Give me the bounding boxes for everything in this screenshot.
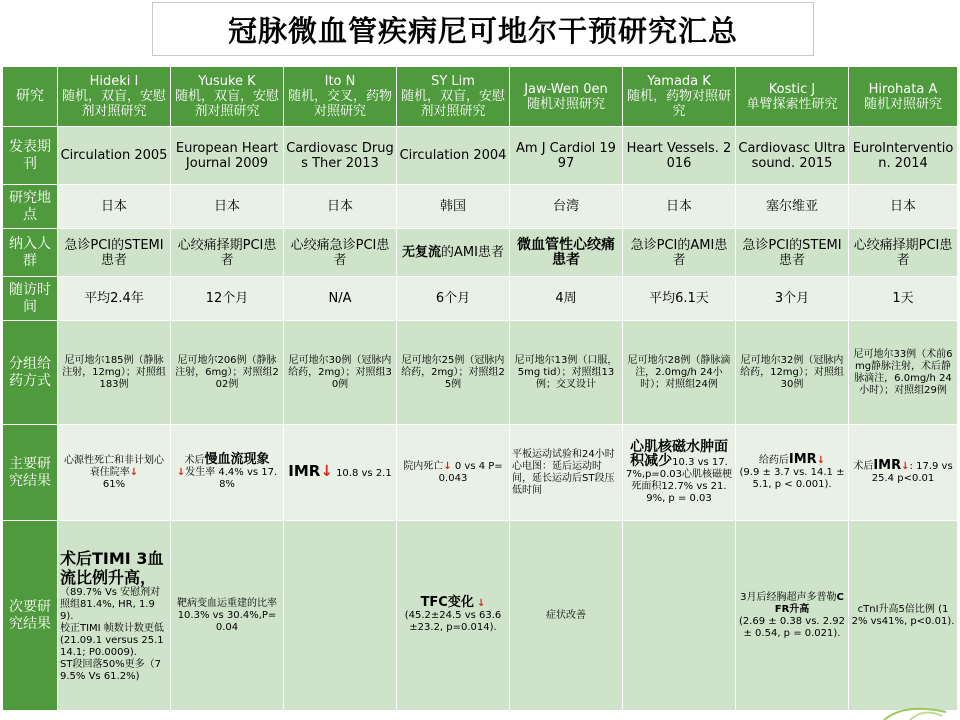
location-cell: 日本 bbox=[284, 185, 397, 229]
population-cell: 急诊PCI的STEMI患者 bbox=[736, 229, 849, 277]
dosing-cell: 尼可地尔30例（冠脉内给药，2mg）；对照组30例 bbox=[284, 321, 397, 425]
secondary-cell bbox=[58, 521, 171, 711]
secondary-cell bbox=[397, 521, 510, 711]
decrease-arrow-icon: ↓ bbox=[443, 460, 452, 472]
header-cell bbox=[284, 67, 397, 127]
location-cell: 韩国 bbox=[397, 185, 510, 229]
secondary-prefix: 3月后经胸超声多普勒 bbox=[740, 591, 837, 603]
row-label-location: 研究地点 bbox=[3, 185, 58, 229]
row-label-journal: 发表期刊 bbox=[3, 127, 58, 185]
primary-cell bbox=[58, 425, 171, 521]
population-cell: 心绞痛急诊PCI患者 bbox=[284, 229, 397, 277]
study-summary-table bbox=[2, 66, 958, 711]
primary-cell bbox=[736, 425, 849, 521]
primary-cell bbox=[849, 425, 958, 521]
population-cell: 心绞痛择期PCI患者 bbox=[849, 229, 958, 277]
row-label-followup: 随访时间 bbox=[3, 277, 58, 321]
journal-cell: Heart Vessels. 2016 bbox=[623, 127, 736, 185]
followup-cell: 6个月 bbox=[397, 277, 510, 321]
location-cell: 日本 bbox=[623, 185, 736, 229]
followup-cell: 12个月 bbox=[171, 277, 284, 321]
study-design: 随机，双盲，安慰剂对照研究 bbox=[61, 89, 166, 119]
secondary-cell bbox=[284, 521, 397, 711]
row-label-dosing: 分组给药方式 bbox=[3, 321, 58, 425]
primary-value: 10.8 vs 2.1 bbox=[332, 468, 392, 479]
primary-cell bbox=[623, 425, 736, 521]
study-author: Hideki I bbox=[89, 74, 139, 89]
header-cell bbox=[849, 67, 958, 127]
header-row bbox=[3, 67, 958, 127]
table-row-primary bbox=[3, 425, 958, 521]
dosing-cell: 尼可地尔185例（静脉注射，12mg）；对照组183例 bbox=[58, 321, 171, 425]
location-cell: 日本 bbox=[58, 185, 171, 229]
dosing-cell: 尼可地尔206例（静脉注射，6mg）；对照组202例 bbox=[171, 321, 284, 425]
decrease-arrow-icon: ↓ bbox=[129, 466, 139, 478]
primary-prefix: 术后 bbox=[184, 455, 205, 466]
primary-value: 61% bbox=[102, 478, 126, 490]
header-cell bbox=[736, 67, 849, 127]
study-design: 随机，双盲，安慰剂对照研究 bbox=[174, 89, 279, 119]
secondary-cell: 靶病变血运重建的比率 10.3% vs 30.4%,P=0.04 bbox=[171, 521, 284, 711]
primary-prefix: 术后 bbox=[853, 461, 874, 472]
table-row-journal bbox=[3, 127, 958, 185]
study-author: Kostic J bbox=[768, 81, 816, 97]
secondary-cell: 症状改善 bbox=[510, 521, 623, 711]
row-label-primary: 主要研究结果 bbox=[3, 425, 58, 521]
location-cell: 塞尔维亚 bbox=[736, 185, 849, 229]
header-cell bbox=[171, 67, 284, 127]
row-label-population: 纳入人群 bbox=[3, 229, 58, 277]
study-author: Yusuke K bbox=[198, 74, 256, 89]
row-label-study: 研究 bbox=[3, 67, 58, 127]
secondary-cell bbox=[623, 521, 736, 711]
study-design: 随机，药物对照研究 bbox=[626, 89, 731, 119]
primary-text: 心源性死亡和非计划心衰住院率 bbox=[64, 454, 164, 478]
primary-value: 10.3 vs 17.7%,p=0.03心肌核磁梗死面积12.7% vs 21.9%, p = 0.03 bbox=[625, 456, 733, 504]
followup-cell: 4周 bbox=[510, 277, 623, 321]
study-author: Ito N bbox=[324, 74, 356, 89]
population-cell: 急诊PCI的AMI患者 bbox=[623, 229, 736, 277]
dosing-cell: 尼可地尔32例（冠脉内给药，12mg）；对照组30例 bbox=[736, 321, 849, 425]
secondary-line: （89.7% Vs 安慰剂对照组81.4%, HR, 1.99). bbox=[60, 586, 161, 622]
decrease-arrow-icon: ↓ bbox=[816, 455, 826, 466]
secondary-cell bbox=[736, 521, 849, 711]
primary-prefix: 给药后 bbox=[758, 455, 789, 466]
dosing-cell: 尼可地尔28例（静脉滴注，2.0mg/h 24小时）；对照组24例 bbox=[623, 321, 736, 425]
primary-value: 发生率 4.4% vs 17.8% bbox=[185, 467, 278, 490]
dosing-cell: 尼可地尔13例（口服，5mg tid）；对照组13例；交叉设计 bbox=[510, 321, 623, 425]
study-design: 随机，双盲，安慰剂对照研究 bbox=[400, 89, 505, 119]
table-row-followup bbox=[3, 277, 958, 321]
dosing-cell: 尼可地尔33例（术前6mg静脉注射，术后静脉滴注，6.0mg/h 24小时）；对照组29例 bbox=[849, 321, 958, 425]
table-row-secondary bbox=[3, 521, 958, 711]
secondary-line: 校正TIMI 帧数计数更低(21.09.1 versus 25.114.1; P0.0009). bbox=[60, 622, 164, 658]
primary-highlight: IMR bbox=[288, 462, 321, 480]
secondary-line: (2.69 ± 0.38 vs. 2.92 ± 0.54, p = 0.021). bbox=[738, 615, 846, 639]
secondary-highlight: TFC变化 bbox=[420, 595, 474, 610]
primary-highlight: IMR bbox=[873, 458, 902, 473]
journal-cell: Circulation 2004 bbox=[397, 127, 510, 185]
decrease-arrow-icon: ↓ bbox=[901, 461, 910, 472]
primary-cell bbox=[171, 425, 284, 521]
study-design: 单臂探索性研究 bbox=[746, 96, 838, 112]
journal-cell: Cardiovasc Drugs Ther 2013 bbox=[284, 127, 397, 185]
decrease-arrow-icon: ↓ bbox=[477, 598, 486, 609]
header-cell bbox=[623, 67, 736, 127]
header-cell bbox=[58, 67, 171, 127]
population-cell: 急诊PCI的STEMI患者 bbox=[58, 229, 171, 277]
primary-value: : 17.9 vs 25.4 p<0.01 bbox=[871, 461, 953, 484]
primary-value: (9.9 ± 3.7 vs. 14.1 ± 5.1, p < 0.001). bbox=[739, 467, 845, 490]
study-author: SY Lim bbox=[431, 74, 475, 89]
secondary-line: ST段回落50%更多（79.5% Vs 61.2%) bbox=[60, 658, 162, 682]
secondary-highlight: 术后TIMI 3血流比例升高， bbox=[60, 548, 164, 587]
location-cell: 日本 bbox=[849, 185, 958, 229]
followup-cell: 1天 bbox=[849, 277, 958, 321]
primary-text: 院内死亡 bbox=[403, 460, 444, 472]
table-row-location bbox=[3, 185, 958, 229]
followup-cell: 平均6.1天 bbox=[623, 277, 736, 321]
journal-cell: EuroIntervention. 2014 bbox=[849, 127, 958, 185]
population-highlight: 无复流 bbox=[402, 245, 442, 260]
study-design: 随机，交叉，药物对照研究 bbox=[287, 89, 392, 119]
followup-cell: 3个月 bbox=[736, 277, 849, 321]
primary-value: 0 vs 4 P=0.043 bbox=[438, 460, 503, 484]
study-author: Yamada K bbox=[647, 74, 711, 89]
table-row-dosing bbox=[3, 321, 958, 425]
population-cell: 微血管性心绞痛患者 bbox=[510, 229, 623, 277]
study-author: Hirohata A bbox=[868, 81, 938, 97]
secondary-highlight: CFR升高 bbox=[774, 591, 844, 615]
location-cell: 台湾 bbox=[510, 185, 623, 229]
journal-cell: Circulation 2005 bbox=[58, 127, 171, 185]
primary-highlight: IMR bbox=[788, 452, 817, 467]
journal-cell: Cardiovasc Ultrasound. 2015 bbox=[736, 127, 849, 185]
followup-cell: 平均2.4年 bbox=[58, 277, 171, 321]
secondary-line: (45.2±24.5 vs 63.6±23.2, p=0.014). bbox=[404, 610, 502, 633]
header-cell bbox=[397, 67, 510, 127]
journal-cell: Am J Cardiol 1997 bbox=[510, 127, 623, 185]
location-cell: 日本 bbox=[171, 185, 284, 229]
population-cell bbox=[397, 229, 510, 277]
study-design: 随机对照研究 bbox=[863, 96, 942, 112]
journal-cell: European Heart Journal 2009 bbox=[171, 127, 284, 185]
study-design: 随机对照研究 bbox=[526, 96, 605, 112]
population-rest: 的AMI患者 bbox=[441, 245, 504, 260]
primary-cell bbox=[284, 425, 397, 521]
header-cell bbox=[510, 67, 623, 127]
row-label-secondary: 次要研究结果 bbox=[3, 521, 58, 711]
table-row-population bbox=[3, 229, 958, 277]
study-author: Jaw-Wen 0en bbox=[524, 81, 608, 97]
primary-cell: 平板运动试验和24小时心电图：延后运动时间，延长运动后ST段压低时间 bbox=[510, 425, 623, 521]
primary-highlight: 慢血流现象 bbox=[204, 452, 270, 467]
decrease-arrow-icon: ↓ bbox=[176, 467, 186, 478]
followup-cell: N/A bbox=[284, 277, 397, 321]
leaf-decoration-icon bbox=[880, 706, 950, 720]
primary-cell bbox=[397, 425, 510, 521]
title-box bbox=[152, 2, 814, 56]
population-cell: 心绞痛择期PCI患者 bbox=[171, 229, 284, 277]
primary-highlight: 心肌核磁水肿面积减少 bbox=[630, 438, 728, 469]
decrease-arrow-icon: ↓ bbox=[320, 462, 333, 480]
dosing-cell: 尼可地尔25例（冠脉内给药，2mg）；对照组25例 bbox=[397, 321, 510, 425]
secondary-cell: cTnI升高5倍比例 (12% vs41%, p<0.01). bbox=[849, 521, 958, 711]
page-title: 冠脉微血管疾病尼可地尔干预研究汇总 bbox=[227, 13, 738, 48]
